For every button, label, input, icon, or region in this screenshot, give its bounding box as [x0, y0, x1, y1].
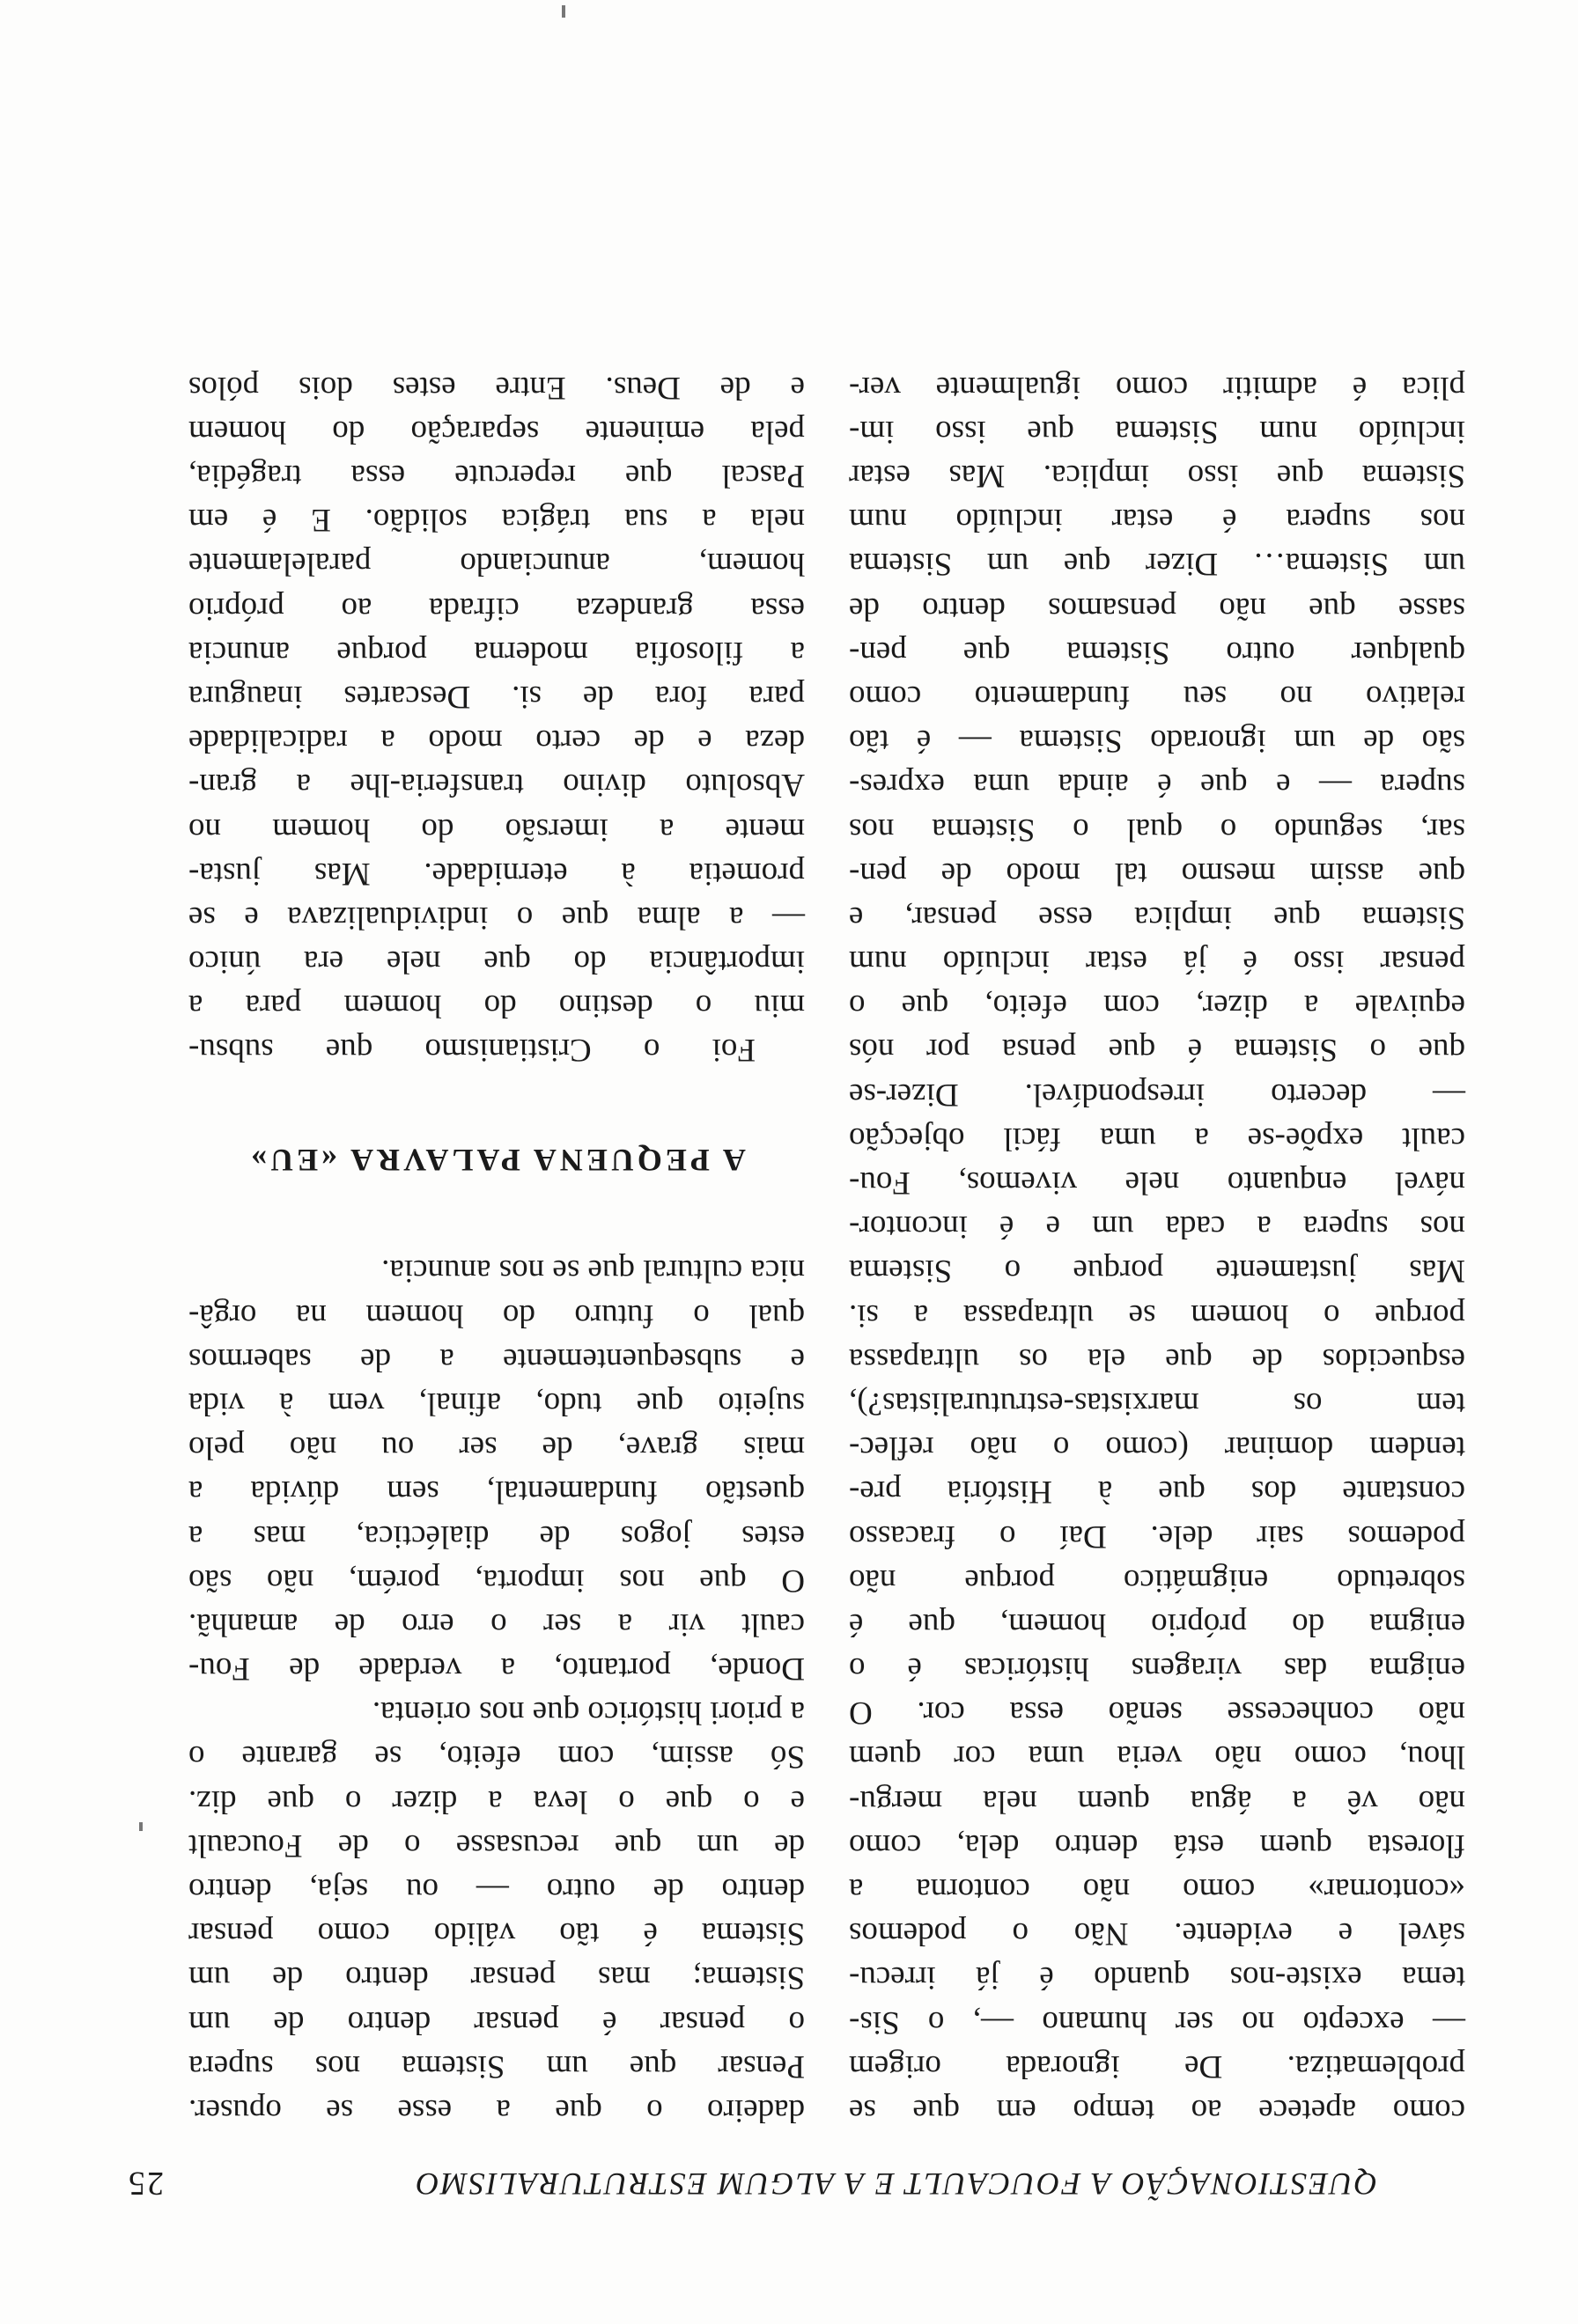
text-line: relativo no seu fundamento como	[849, 679, 1465, 715]
text-line: estes jogos de dialéctica, mas a	[188, 1518, 805, 1555]
text-line: prometia à eternidade. Mas justa-	[188, 855, 805, 892]
text-line: Foi o Cristianismo que subsu-	[188, 1032, 756, 1069]
text-line: equivale a dizer, com efeito, que o	[849, 988, 1465, 1025]
spacer	[188, 1071, 805, 1115]
text-line: homem, anunciando paralelamente	[188, 546, 805, 583]
text-line: cault expõe-se a uma fácil objecção	[849, 1120, 1465, 1157]
text-line: dadeiro o que a esse se opuser.	[188, 2092, 805, 2129]
text-line: problematiza. De ignorada origem	[849, 2048, 1465, 2085]
text-line: supera — e que é ainda uma expres-	[849, 767, 1465, 804]
text-line: — a alma que o individualizava e se	[188, 899, 805, 936]
text-line: Pensar que um Sistema nos supera	[188, 2048, 805, 2085]
text-line: O que nos importa, porém, não são	[188, 1562, 805, 1599]
running-head	[127, 2150, 1377, 2203]
text-line: dentro de outro — ou seja, dentro	[188, 1872, 805, 1908]
text-line: Só assim, com efeito, se garante o	[188, 1739, 805, 1776]
text-line: Donde, portanto, a verdade de Fou-	[188, 1651, 805, 1688]
margin-tick-mark	[139, 1822, 143, 1831]
text-line: tendem dominar (como o não reflec-	[849, 1430, 1465, 1467]
right-column-text-after-heading	[188, 364, 805, 1071]
text-line: Sistema que isso implica. Mas estar	[849, 458, 1465, 495]
text-line: e subsequentemente a de sabermos	[188, 1341, 805, 1378]
text-line: como apetece ao tempo em que se	[849, 2092, 1465, 2129]
text-line: miu o destino do homem para a	[188, 988, 805, 1025]
text-line: são de um ignorado Sistema — é tão	[849, 723, 1465, 760]
text-line: importância do que nele era único	[188, 944, 805, 981]
text-column-left	[849, 365, 1465, 2133]
text-line: enigma do próprio homem, que é	[849, 1606, 1465, 1643]
text-line: que assim mesmo tal modo de pen-	[849, 855, 1465, 892]
section-heading: A PEQUENA PALAVRA «EU»	[247, 1143, 746, 1179]
text-line: floresta quem está dentro dela, como	[849, 1827, 1465, 1864]
text-line: não conhecesse senão essa cor. O	[849, 1695, 1465, 1732]
text-line: plica é admitir como igualmente ver-	[849, 369, 1465, 406]
text-line: — excepto no ser humano —, o Sis-	[849, 2004, 1465, 2041]
text-line: mais grave, de ser ou não pelo	[188, 1430, 805, 1467]
text-line: nos supera é estar incluído num	[849, 502, 1465, 539]
text-line: Sistema; mas pensar dentro de um	[188, 1960, 805, 1997]
text-line: a priori histórico que nos orienta.	[372, 1695, 805, 1732]
text-line: Pascal que repercute essa tragédia,	[188, 458, 805, 495]
text-line: mente a imersão do homem no	[188, 811, 805, 848]
text-line: e de Deus. Entre estes dois pólos	[188, 369, 805, 406]
text-line: lhou, como não veria uma cor quem	[849, 1739, 1465, 1776]
text-line: sável e evidente. Não o podemos	[849, 1916, 1465, 1953]
text-line: Mas justamente porque o Sistema	[849, 1253, 1465, 1290]
text-line: Sistema é tão válido como pensar	[188, 1916, 805, 1953]
text-line: sar, segundo o qual o Sistema nos	[849, 811, 1465, 848]
spacer	[188, 1204, 805, 1248]
text-column-right	[188, 364, 805, 2132]
margin-tick-mark	[562, 5, 565, 18]
text-line: sujeito que tudo, afinal, vem à vida	[188, 1386, 805, 1422]
text-line: tem os marxistas-estruturalistas?),	[849, 1386, 1465, 1422]
text-line: a filosofia moderna porque anuncia	[188, 634, 805, 671]
text-line: para fora de si. Descartes inaugura	[188, 678, 805, 715]
text-line: constante dos que à História pre-	[849, 1474, 1465, 1511]
text-line: — decerto irrespondível. Dizer-se	[849, 1076, 1465, 1113]
page-number: 25	[127, 2165, 164, 2202]
text-line: Sistema que implica esse pensar, e	[849, 899, 1465, 936]
text-line: que o Sistema é que pensa por nós	[849, 1032, 1465, 1069]
text-line: pela eminente separação do homem	[188, 413, 805, 450]
text-line: sasse que não pensamos dentro de	[849, 590, 1465, 627]
text-line: podemos sair dele. Daí o fracasso	[849, 1518, 1465, 1555]
text-line: sobretudo enigmático porque não	[849, 1562, 1465, 1599]
text-line: enigma das viragens históricas é o	[849, 1651, 1465, 1688]
text-line: qual o futuro do homem na orgâ-	[188, 1297, 805, 1334]
text-line: questão fundamental, sem dúvida a	[188, 1474, 805, 1511]
text-line: pensar isso é já estar incluído num	[849, 944, 1465, 981]
text-line: «contornar» como não contorna a	[849, 1872, 1465, 1908]
text-line: e o que o leva a dizer o que diz.	[188, 1783, 805, 1820]
text-line: porque o homem se ultrapassa a si.	[849, 1297, 1465, 1334]
text-line: deza e de certo modo a radicalidade	[188, 723, 805, 760]
text-line: nos supera a cada um e é incontor-	[849, 1209, 1465, 1246]
text-line: não vê a água quem nela mergu-	[849, 1783, 1465, 1820]
text-line: nela a sua trágica solidão. E é em	[188, 502, 805, 539]
text-line: qualquer outro Sistema que pen-	[849, 634, 1465, 671]
text-line: um Sistema… Dizer que um Sistema	[849, 546, 1465, 583]
running-title: QUESTIONAÇÃO A FOUCAULT E A ALGUM ESTRUTURALISMO	[414, 2166, 1377, 2202]
text-line: cault vir a ser o erro de amanhã.	[188, 1606, 805, 1643]
text-line: essa grandeza cifrada ao próprio	[188, 590, 805, 627]
text-line: de um que recusasse o de Foucault	[188, 1827, 805, 1864]
text-line: nica cultural que se nos anuncia.	[381, 1253, 805, 1290]
text-line: nável enquanto nele vivemos, Fou-	[849, 1165, 1465, 1202]
text-line: o pensar é pensar dentro de um	[188, 2004, 805, 2041]
right-column-text-before-heading	[188, 1248, 805, 2132]
text-line: Absoluto divino transferia-lhe a gran-	[188, 767, 805, 804]
text-line: incluído num Sistema que isso im-	[849, 413, 1465, 450]
text-line: tema existe-nos quando é já irrecu-	[849, 1960, 1465, 1997]
text-line: esquecidos de que ela os ultrapassa	[849, 1341, 1465, 1378]
